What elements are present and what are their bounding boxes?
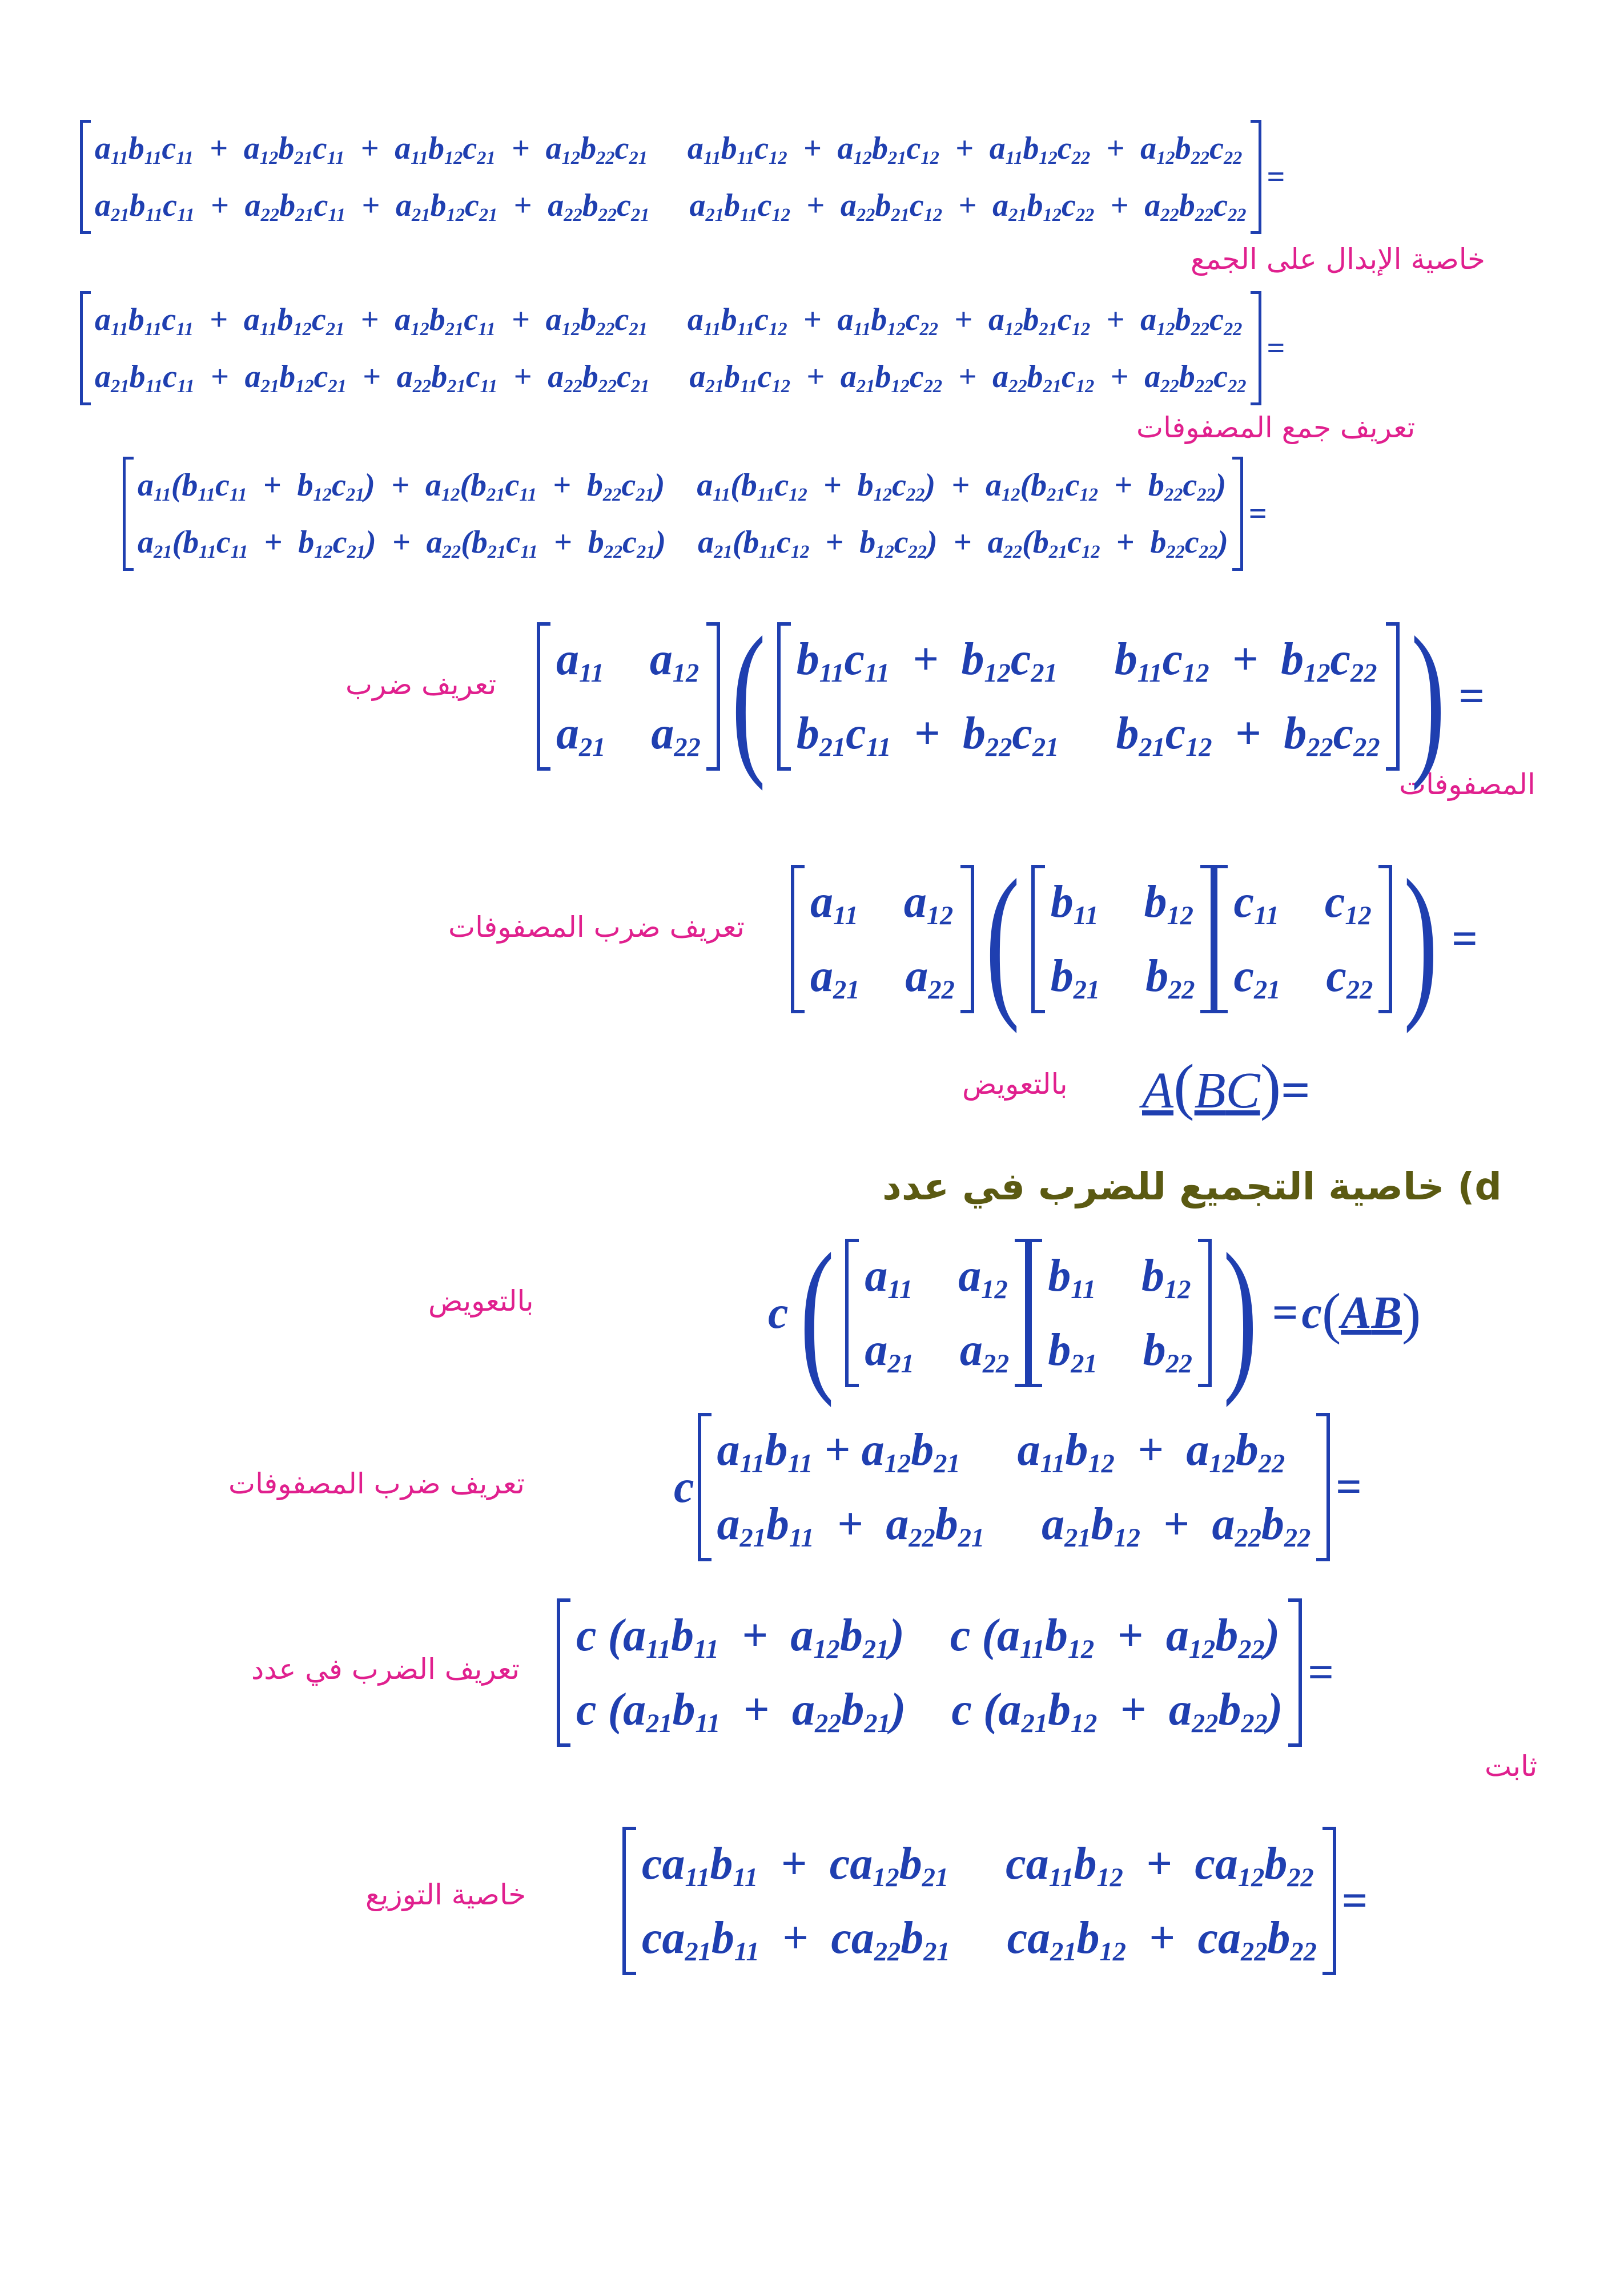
label-substitution: بالتعويض bbox=[962, 1068, 1068, 1101]
label-substitution-2: بالتعويض bbox=[428, 1284, 534, 1318]
equation-a-times-bc-expanded: $a_{11}$ $a_{12}$ $a_{21}$ $a_{22}$ ( $b_{11}c_{11} + b_{12}c_{21}$ $b_{11}c_{12} + b_{12}c_{22}$ $b_{21}c_{11} + b_{22}c_{21}$ $b_{21}c_{12} + b_{22}c_{22}$ ) = bbox=[537, 611, 1485, 782]
label-mult-def-line1: تعريف ضرب bbox=[345, 668, 497, 701]
heading-d: d) خاصية التجميع للضرب في عدد bbox=[882, 1165, 1502, 1209]
label-commutative-addition: خاصية الإبدال على الجمع bbox=[1191, 243, 1485, 276]
equation-expanded-1: $a_{11}b_{11}c_{11} + a_{12}b_{21}c_{11} + a_{11}b_{12}c_{21} + a_{12}b_{22}c_{21}$ $a_{11}b_{11}c_{12} + a_{12}b_{21}c_{12} + a_{11}b_{12}c_{22} + a_{12}b_{22}c_{22}$ $a_{21}b_{11}c_{11} + a_{22}b_{21}c_{11} + a_{21}b_{12}c_{21} + a_{22}b_{22}c_{21}$ $a_{21}b_{11}c_{12} + a_{22}b_{21}c_{12} + a_{21}b_{12}c_{22} + a_{22}b_{22}c_{22}$ = bbox=[80, 120, 1285, 234]
equation-c-ab: c ( $a_{11}$ $a_{12}$ $a_{21}$ $a_{22}$ $b_{11}$ $b_{12}$ $b_{21}$ $b_{22}$ ) = c ( A B ) bbox=[768, 1218, 1421, 1408]
label-matrix-addition-def: تعريف جمع المصفوفات bbox=[1136, 411, 1416, 444]
label-matrix-mult-def-2: تعريف ضرب المصفوفات bbox=[228, 1467, 525, 1500]
label-scalar-mult-def: تعريف الضرب في عدد bbox=[251, 1653, 520, 1686]
equation-factored: $a_{11}(b_{11}c_{11} + b_{12}c_{21}) + a_{12}(b_{21}c_{11} + b_{22}c_{21})$ $a_{11}(b_{11}c_{12} + b_{12}c_{22}) + a_{12}(b_{21}c_{12} + b_{22}c_{22})$ $a_{21}(b_{11}c_{11} + b_{12}c_{21}) + a_{22}(b_{21}c_{11} + b_{22}c_{21})$ $a_{21}(b_{11}c_{12} + b_{12}c_{22}) + a_{22}(b_{21}c_{12} + b_{22}c_{22})$ = bbox=[123, 457, 1267, 571]
equation-c-times-product: c $a_{11}b_{11} + a_{12}b_{21}$ $a_{11}b_{12} + a_{12}b_{22}$ $a_{21}b_{11} + a_{22}b_{21}$ $a_{21}b_{12} + a_{22}b_{22}$ = bbox=[674, 1413, 1362, 1561]
label-matrix-mult-def: تعريف ضرب المصفوفات bbox=[448, 911, 745, 944]
equation-a-bc: A(BC)= bbox=[1142, 1052, 1311, 1121]
label-constant: ثابت bbox=[1485, 1750, 1538, 1783]
equation-ca-expanded: $ca_{11}b_{11} + ca_{12}b_{21}$ $ca_{11}b_{12} + ca_{12}b_{22}$ $ca_{21}b_{11} + ca_{22}b_{21}$ $ca_{21}b_{12} + ca_{22}b_{22}$ = bbox=[622, 1827, 1368, 1975]
label-mult-def-line2: المصفوفات bbox=[1399, 768, 1535, 801]
equation-scalar-distributed: c $(a_{11}b_{11} + a_{12}b_{21})$ c $(a_{11}b_{12} + a_{12}b_{22})$ c $(a_{21}b_{11} + a_{22}b_{21})$ c $(a_{21}b_{12} + a_{22}b_{22})$ = bbox=[557, 1598, 1334, 1747]
equation-expanded-2: $a_{11}b_{11}c_{11} + a_{11}b_{12}c_{21} + a_{12}b_{21}c_{11} + a_{12}b_{22}c_{21}$ $a_{11}b_{11}c_{12} + a_{11}b_{12}c_{22} + a_{12}b_{21}c_{12} + a_{12}b_{22}c_{22}$ $a_{21}b_{11}c_{11} + a_{21}b_{12}c_{21} + a_{22}b_{21}c_{11} + a_{22}b_{22}c_{21}$ $a_{21}b_{11}c_{12} + a_{21}b_{12}c_{22} + a_{22}b_{21}c_{12} + a_{22}b_{22}c_{22}$ = bbox=[80, 291, 1285, 405]
label-distributive: خاصية التوزيع bbox=[365, 1878, 526, 1911]
equation-a-times-b-times-c: $a_{11}$ $a_{12}$ $a_{21}$ $a_{22}$ ( $b_{11}$ $b_{12}$ $b_{21}$ $b_{22}$ $c_{11}$ $c_{12}$ $c_{21}$ $c_{22}$ ) = bbox=[791, 853, 1478, 1025]
